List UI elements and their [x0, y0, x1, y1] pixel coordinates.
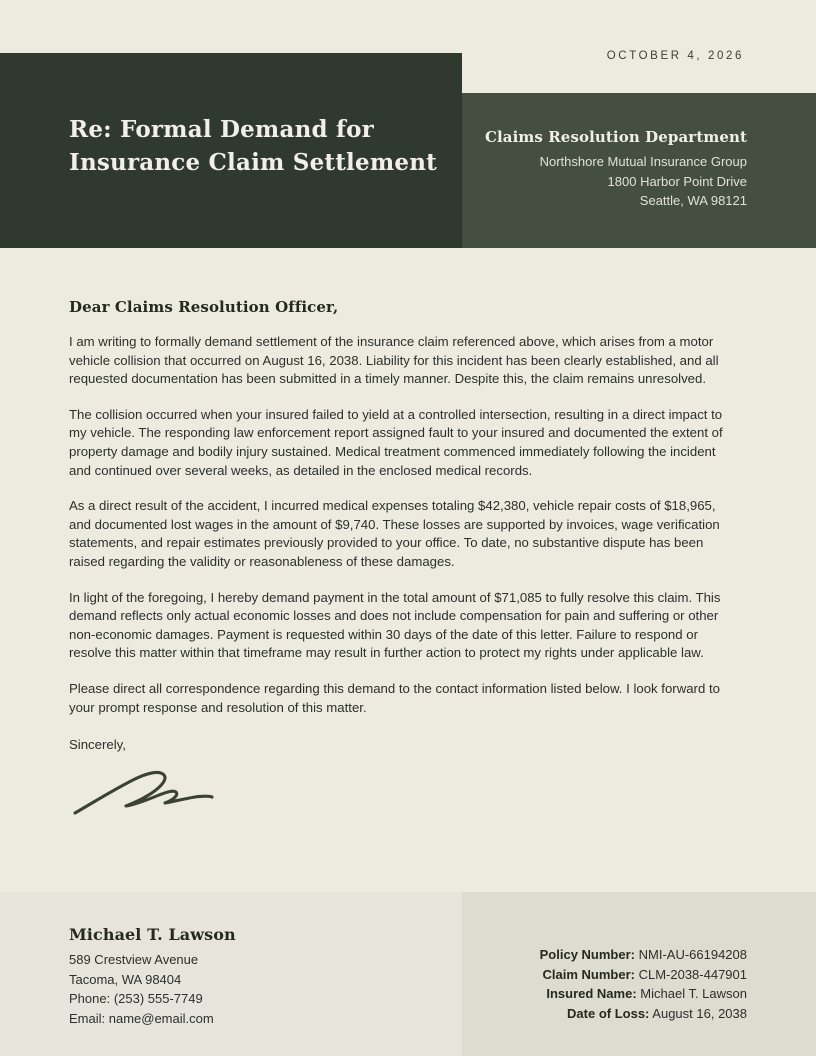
body-paragraph-2: The collision occurred when your insured failed to yield at a controlled intersection, resulting in a direct impact to my vehicle. The responding law enforcement report assigned fault to your insured and documented the extent of property damage and bodily injury sustained. Medical treatment commenced immediately following the incident and continued over several weeks, as detailed in the enclosed medical records.	[69, 406, 723, 478]
recipient-address	[485, 128, 747, 211]
claim-detail-row	[540, 984, 747, 1004]
claim-number-value: CLM-2038-447901	[638, 966, 747, 982]
signature-mark	[71, 761, 740, 825]
policy-number-label: Policy Number:	[539, 947, 635, 962]
body-paragraph-1: I am writing to formally demand settlement of the insurance claim referenced above, which arises from a motor vehicle collision that occurred on August 16, 2038. Liability for this incident has been clearly established, and all requested documentation has been submitted in a timely manner. Despite this, the claim remains unresolved.	[69, 334, 719, 387]
sender-contact-block	[69, 950, 214, 1028]
body-paragraph-5: Please direct all correspondence regarding this demand to the contact information listed below. I look forward to your prompt response and resolution of this matter.	[69, 680, 720, 715]
sender-phone: Phone: (253) 555-7749	[69, 991, 203, 1006]
sender-email: Email: name@email.com	[69, 1010, 214, 1026]
recipient-company: Northshore Mutual Insurance Group	[539, 154, 747, 169]
subject-title-block	[0, 53, 462, 248]
recipient-street: 1800 Harbor Point Drive	[607, 173, 747, 189]
recipient-city-state-zip: Seattle, WA 98121	[639, 193, 747, 208]
insured-name-value: Michael T. Lawson	[640, 986, 747, 1001]
letter-footer	[0, 892, 816, 1056]
letter-body	[69, 298, 740, 825]
claim-detail-row	[540, 1004, 747, 1024]
date-of-loss-value: August 16, 2038	[652, 1005, 747, 1021]
closing-line: Sincerely,	[69, 737, 126, 753]
letter-header	[0, 0, 816, 248]
policy-number-value: NMI-AU-66194208	[638, 947, 747, 962]
claim-details-block	[540, 945, 747, 1023]
sender-street: 589 Crestview Avenue	[69, 952, 199, 967]
insured-name-label: Insured Name:	[546, 986, 637, 1001]
sender-name: Michael T. Lawson	[69, 925, 236, 944]
body-paragraph-3: As a direct result of the accident, I incurred medical expenses totaling $42,380, vehicle repair costs of $18,965, and documented lost wages in the amount of $9,740. These losses are supported by invoices, wage verification statements, and repair estimates previously provided to your office. To date, no substantive dispute has been raised regarding the validity or reasonableness of these damages.	[69, 498, 720, 569]
recipient-department: Claims Resolution Department	[484, 128, 747, 146]
claim-detail-row	[540, 965, 747, 985]
letter-date: OCTOBER 4, 2026	[606, 50, 744, 62]
sender-city-state-zip: Tacoma, WA 98404	[69, 971, 182, 987]
date-of-loss-label: Date of Loss:	[567, 1005, 650, 1021]
salutation: Dear Claims Resolution Officer,	[69, 298, 339, 316]
claim-detail-row	[540, 945, 747, 965]
recipient-address-block	[462, 93, 816, 248]
claim-number-label: Claim Number:	[542, 966, 635, 982]
body-paragraph-4: In light of the foregoing, I hereby demand payment in the total amount of $71,085 to fully resolve this claim. This demand reflects only actual economic losses and does not include compensation for pain and suffering or other non-economic damages. Payment is requested within 30 days of the date of this letter. Failure to respond or resolve this matter within that timeframe may result in further action to protect my rights under applicable law.	[69, 589, 721, 661]
page-title: Re: Formal Demand for Insurance Claim Settlement	[69, 116, 437, 176]
